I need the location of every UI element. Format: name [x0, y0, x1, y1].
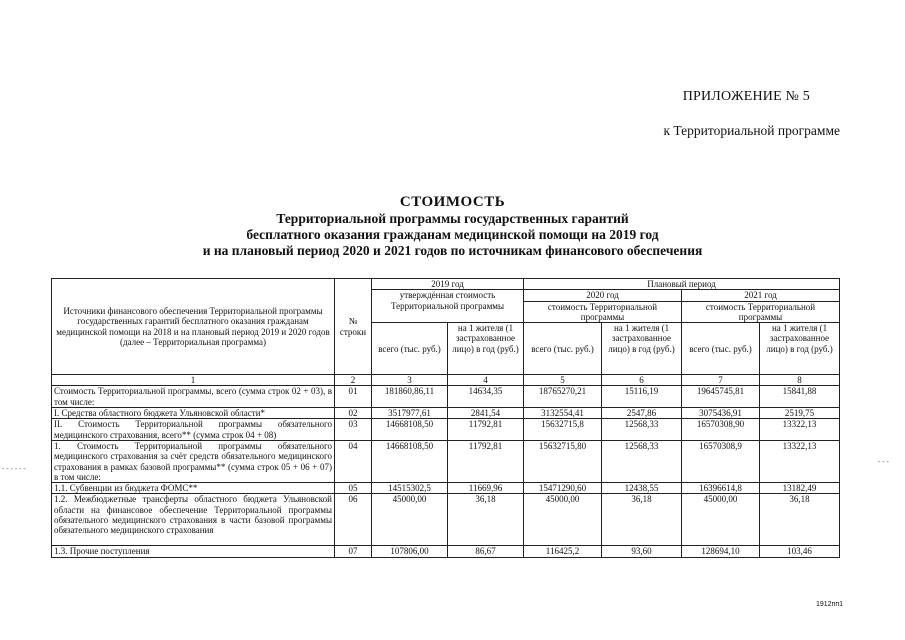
title-line-1: Территориальной программы государственных гарантий — [276, 211, 629, 226]
cell-per-capita-2019: 11792,81 — [448, 440, 524, 482]
cell-total-2019: 14668108,50 — [372, 440, 448, 482]
footer-code: 1912пп1 — [815, 601, 843, 608]
cell-total-2019: 3517977,61 — [372, 408, 448, 419]
column-number: 5 — [524, 375, 602, 386]
cell-total-2020: 18765270,21 — [524, 386, 602, 408]
header-total-2021: всего (тыс. руб.) — [682, 323, 760, 375]
row-label: 1.3. Прочие поступления — [52, 546, 335, 557]
header-cost-2021: стоимость Территориальной программы — [682, 301, 840, 323]
header-per-capita-2020: на 1 жителя (1 застрахованное лицо) в год (руб.) — [602, 323, 682, 375]
cell-per-capita-2019: 2841,54 — [448, 408, 524, 419]
column-number-row — [52, 375, 840, 386]
row-number: 03 — [335, 419, 372, 441]
column-number: 8 — [760, 375, 840, 386]
cell-per-capita-2020: 36,18 — [602, 494, 682, 546]
cell-total-2021: 16570308,90 — [682, 419, 760, 441]
cost-table — [51, 278, 840, 558]
cell-per-capita-2020: 93,60 — [602, 546, 682, 557]
cell-per-capita-2019: 86,67 — [448, 546, 524, 557]
header-row-number: № строки — [335, 279, 372, 375]
row-label: II. Стоимость Территориальной программы обязательного медицинского страхования, всего** (сумма строк 04 + 08) — [52, 419, 335, 441]
row-label: Стоимость Территориальной программы, всего (сумма строк 02 + 03), в том числе: — [52, 386, 335, 408]
row-number: 06 — [335, 494, 372, 546]
cell-total-2020: 45000,00 — [524, 494, 602, 546]
cell-total-2019: 14515302,5 — [372, 483, 448, 494]
column-number: 7 — [682, 375, 760, 386]
cell-per-capita-2020: 12568,33 — [602, 440, 682, 482]
row-number: 02 — [335, 408, 372, 419]
header-approved-cost: утверждённая стоимость Территориальной программы — [372, 290, 524, 323]
header-per-capita-2021: на 1 жителя (1 застрахованное лицо) в год (руб.) — [760, 323, 840, 375]
appendix-subtitle: к Территориальной программе — [663, 123, 840, 138]
column-number: 1 — [52, 375, 335, 386]
column-number: 6 — [602, 375, 682, 386]
header-planned-period: Плановый период — [524, 279, 840, 290]
cell-total-2020: 15632715,80 — [524, 440, 602, 482]
header-per-capita-2019: на 1 жителя (1 застрахованное лицо) в год (руб.) — [448, 323, 524, 375]
margin-mark: - - - - - - — [2, 466, 26, 473]
cell-per-capita-2021: 13322,13 — [760, 419, 840, 441]
cell-total-2019: 107806,00 — [372, 546, 448, 557]
header-year-2019: 2019 год — [372, 279, 524, 290]
table-row — [52, 440, 840, 482]
cell-per-capita-2019: 36,18 — [448, 494, 524, 546]
cell-per-capita-2021: 13322,13 — [760, 440, 840, 482]
cell-per-capita-2020: 12568,33 — [602, 419, 682, 441]
margin-mark: - - - — [878, 459, 889, 466]
cell-total-2021: 3075436,91 — [682, 408, 760, 419]
cell-per-capita-2021: 13182,49 — [760, 483, 840, 494]
cell-total-2020: 15471290,60 — [524, 483, 602, 494]
cell-total-2019: 181860,86,11 — [372, 386, 448, 408]
cell-total-2021: 128694,10 — [682, 546, 760, 557]
column-number: 3 — [372, 375, 448, 386]
cell-per-capita-2020: 12438,55 — [602, 483, 682, 494]
cell-per-capita-2021: 15841,88 — [760, 386, 840, 408]
row-label: 1. Стоимость Территориальной программы обязательного медицинского страхования за счёт средств обязательного медицинского страхования в рамках базовой программы** (сумма строк 05 + 06 + 07) в том числе: — [52, 440, 335, 482]
row-number: 01 — [335, 386, 372, 408]
table-row — [52, 408, 840, 419]
title-line-3: и на плановый период 2020 и 2021 годов по источникам финансового обеспечения — [202, 243, 703, 258]
column-number: 2 — [335, 375, 372, 386]
row-number: 04 — [335, 440, 372, 482]
row-number: 07 — [335, 546, 372, 557]
cell-total-2019: 14668108,50 — [372, 419, 448, 441]
row-label: I. Средства областного бюджета Ульяновской области* — [52, 408, 335, 419]
row-label: 1.2. Межбюджетные трансферты областного бюджета Ульяновской области на финансовое обеспечение Территориальной программы обязательного медицинского страхования в части базовой программы обязательного медицинского страхования — [52, 494, 335, 546]
cell-total-2020: 3132554,41 — [524, 408, 602, 419]
row-number: 05 — [335, 483, 372, 494]
table-row — [52, 386, 840, 408]
cell-total-2021: 45000,00 — [682, 494, 760, 546]
cell-total-2019: 45000,00 — [372, 494, 448, 546]
cell-per-capita-2021: 36,18 — [760, 494, 840, 546]
cell-total-2021: 16570308,9 — [682, 440, 760, 482]
column-number: 4 — [448, 375, 524, 386]
cell-total-2020: 15632715,8 — [524, 419, 602, 441]
cell-per-capita-2019: 11669,96 — [448, 483, 524, 494]
cell-per-capita-2019: 11792,81 — [448, 419, 524, 441]
appendix-label: ПРИЛОЖЕНИЕ № 5 — [682, 89, 810, 104]
row-label: 1.1. Субвенции из бюджета ФОМС** — [52, 483, 335, 494]
header-cost-2020: стоимость Территориальной программы — [524, 301, 682, 323]
document-title — [0, 193, 905, 259]
header-total-2019: всего (тыс. руб.) — [372, 323, 448, 375]
cell-per-capita-2021: 2519,75 — [760, 408, 840, 419]
cell-total-2020: 116425,2 — [524, 546, 602, 557]
table-row — [52, 483, 840, 494]
cell-per-capita-2020: 2547,86 — [602, 408, 682, 419]
table-row — [52, 546, 840, 557]
table-row — [52, 494, 840, 546]
header-total-2020: всего (тыс. руб.) — [524, 323, 602, 375]
cell-total-2021: 16396614,8 — [682, 483, 760, 494]
title-line-2: бесплатного оказания гражданам медицинской помощи на 2019 год — [246, 227, 659, 242]
header-year-2021: 2021 год — [682, 290, 840, 301]
cell-per-capita-2019: 14634,35 — [448, 386, 524, 408]
header-year-2020: 2020 год — [524, 290, 682, 301]
cell-per-capita-2021: 103,46 — [760, 546, 840, 557]
table-row — [52, 419, 840, 441]
cell-total-2021: 19645745,81 — [682, 386, 760, 408]
header-source: Источники финансового обеспечения Территориальной программы государственных гарантий бесплатного оказания гражданам медицинской помощи на 2018 и на плановый период 2019 и 2020 годов (далее – Территориальная программа) — [52, 279, 335, 375]
cell-per-capita-2020: 15116,19 — [602, 386, 682, 408]
title-main: СТОИМОСТЬ — [399, 194, 506, 210]
